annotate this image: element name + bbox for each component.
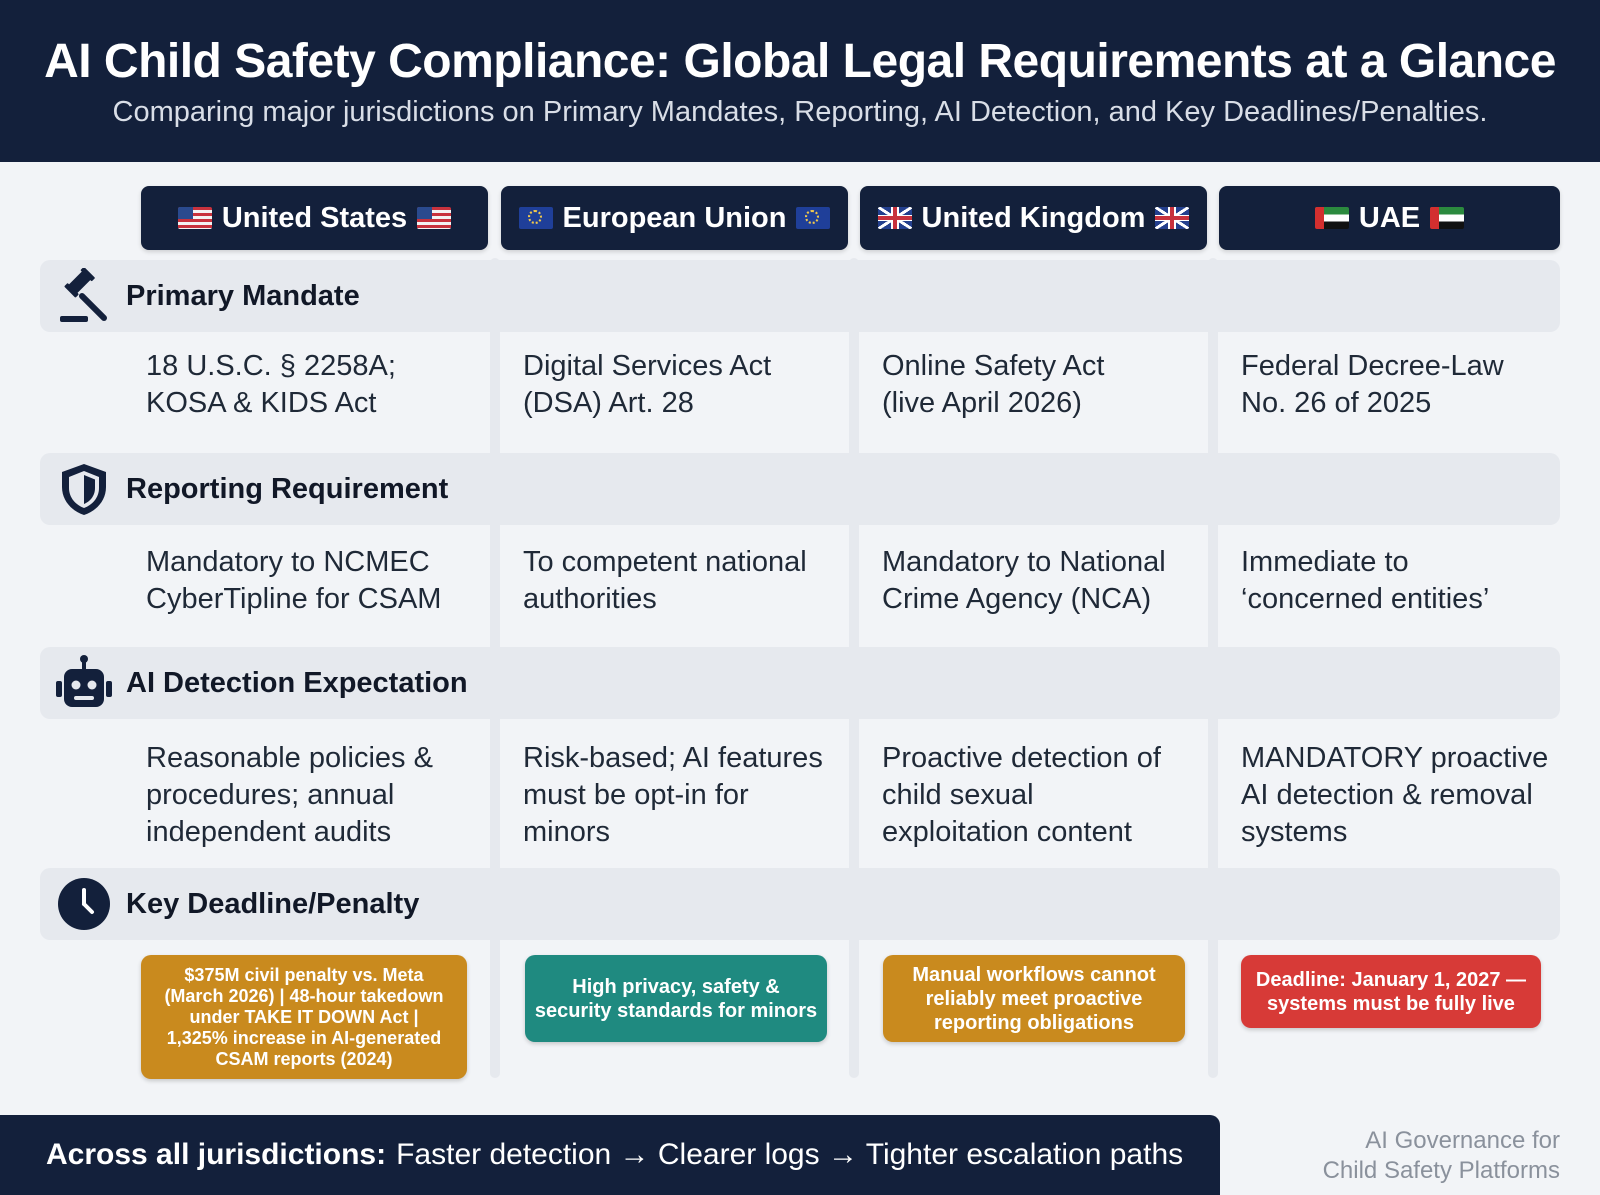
gavel-icon — [54, 266, 114, 326]
page-title: AI Child Safety Compliance: Global Legal Requirements at a Glance — [44, 35, 1556, 88]
column-label: United States — [221, 201, 408, 234]
row-header-primary-mandate — [40, 260, 1560, 332]
column-header-us — [141, 186, 488, 250]
row-title: AI Detection Expectation — [126, 666, 468, 699]
row-title: Reporting Requirement — [126, 472, 449, 505]
cell-ai-detection-uk: Proactive detection of child sexual exploitation content — [882, 742, 1161, 848]
cell-reporting-uae: Immediate to ‘concerned entities’ — [1241, 546, 1490, 615]
eu-flag-icon — [519, 207, 553, 229]
badge-deadline-eu: High privacy, safety & security standards for minors — [525, 955, 827, 1042]
badge-deadline-uae: Deadline: January 1, 2027 — systems must be fully live — [1241, 955, 1541, 1028]
row-header-key-deadline — [40, 868, 1560, 940]
page-subtitle: Comparing major jurisdictions on Primary Mandates, Reporting, AI Detection, and Key Deadlines/Penalties. — [112, 96, 1488, 128]
cell-reporting-uk: Mandatory to National Crime Agency (NCA) — [882, 546, 1166, 615]
credit-line-2: Child Safety Platforms — [1322, 1157, 1560, 1184]
cell-primary-mandate-eu: Digital Services Act (DSA) Art. 28 — [523, 350, 772, 419]
page-header — [0, 0, 1600, 162]
column-header-uk — [860, 186, 1207, 250]
cell-reporting-us: Mandatory to NCMEC CyberTipline for CSAM — [146, 546, 442, 615]
eu-flag-icon — [796, 207, 830, 229]
cell-primary-mandate-uk: Online Safety Act (live April 2026) — [882, 350, 1105, 419]
column-label: European Union — [562, 201, 787, 234]
row-title: Key Deadline/Penalty — [126, 887, 420, 920]
footer-text: Faster detection → Clearer logs → Tighter escalation paths — [396, 1138, 1184, 1171]
cell-ai-detection-eu: Risk-based; AI features must be opt-in for minors — [523, 742, 823, 848]
us-flag-icon — [178, 207, 212, 229]
credit-line-1: AI Governance for — [1365, 1127, 1560, 1154]
column-header-uae — [1219, 186, 1560, 250]
clock-icon — [54, 874, 114, 934]
cell-primary-mandate-us: 18 U.S.C. § 2258A; KOSA & KIDS Act — [146, 350, 396, 419]
column-header-eu — [501, 186, 848, 250]
badge-deadline-uk: Manual workflows cannot reliably meet proactive reporting obligations — [883, 955, 1185, 1042]
uae-flag-icon — [1315, 207, 1349, 229]
column-label: UAE — [1358, 201, 1421, 234]
row-header-ai-detection — [40, 647, 1560, 719]
uk-flag-icon — [878, 207, 912, 229]
cell-ai-detection-uae: MANDATORY proactive AI detection & removal systems — [1241, 742, 1549, 848]
column-label: United Kingdom — [921, 201, 1146, 234]
cell-reporting-eu: To competent national authorities — [523, 546, 807, 615]
robot-icon — [54, 653, 114, 713]
us-flag-icon — [417, 207, 451, 229]
badge-deadline-us: $375M civil penalty vs. Meta (March 2026) | 48-hour takedown under TAKE IT DOWN Act | 1,325% increase in AI-generated CSAM reports (2024) — [141, 955, 467, 1079]
row-header-reporting-requirement — [40, 453, 1560, 525]
uae-flag-icon — [1430, 207, 1464, 229]
row-title: Primary Mandate — [126, 279, 360, 312]
footer-lead: Across all jurisdictions: — [46, 1138, 387, 1171]
cell-primary-mandate-uae: Federal Decree-Law No. 26 of 2025 — [1241, 350, 1504, 419]
cell-ai-detection-us: Reasonable policies & procedures; annual independent audits — [146, 742, 433, 848]
uk-flag-icon — [1155, 207, 1189, 229]
credit-text — [1323, 1126, 1560, 1186]
shield-icon — [54, 459, 114, 519]
footer-summary-bar — [0, 1115, 1220, 1195]
